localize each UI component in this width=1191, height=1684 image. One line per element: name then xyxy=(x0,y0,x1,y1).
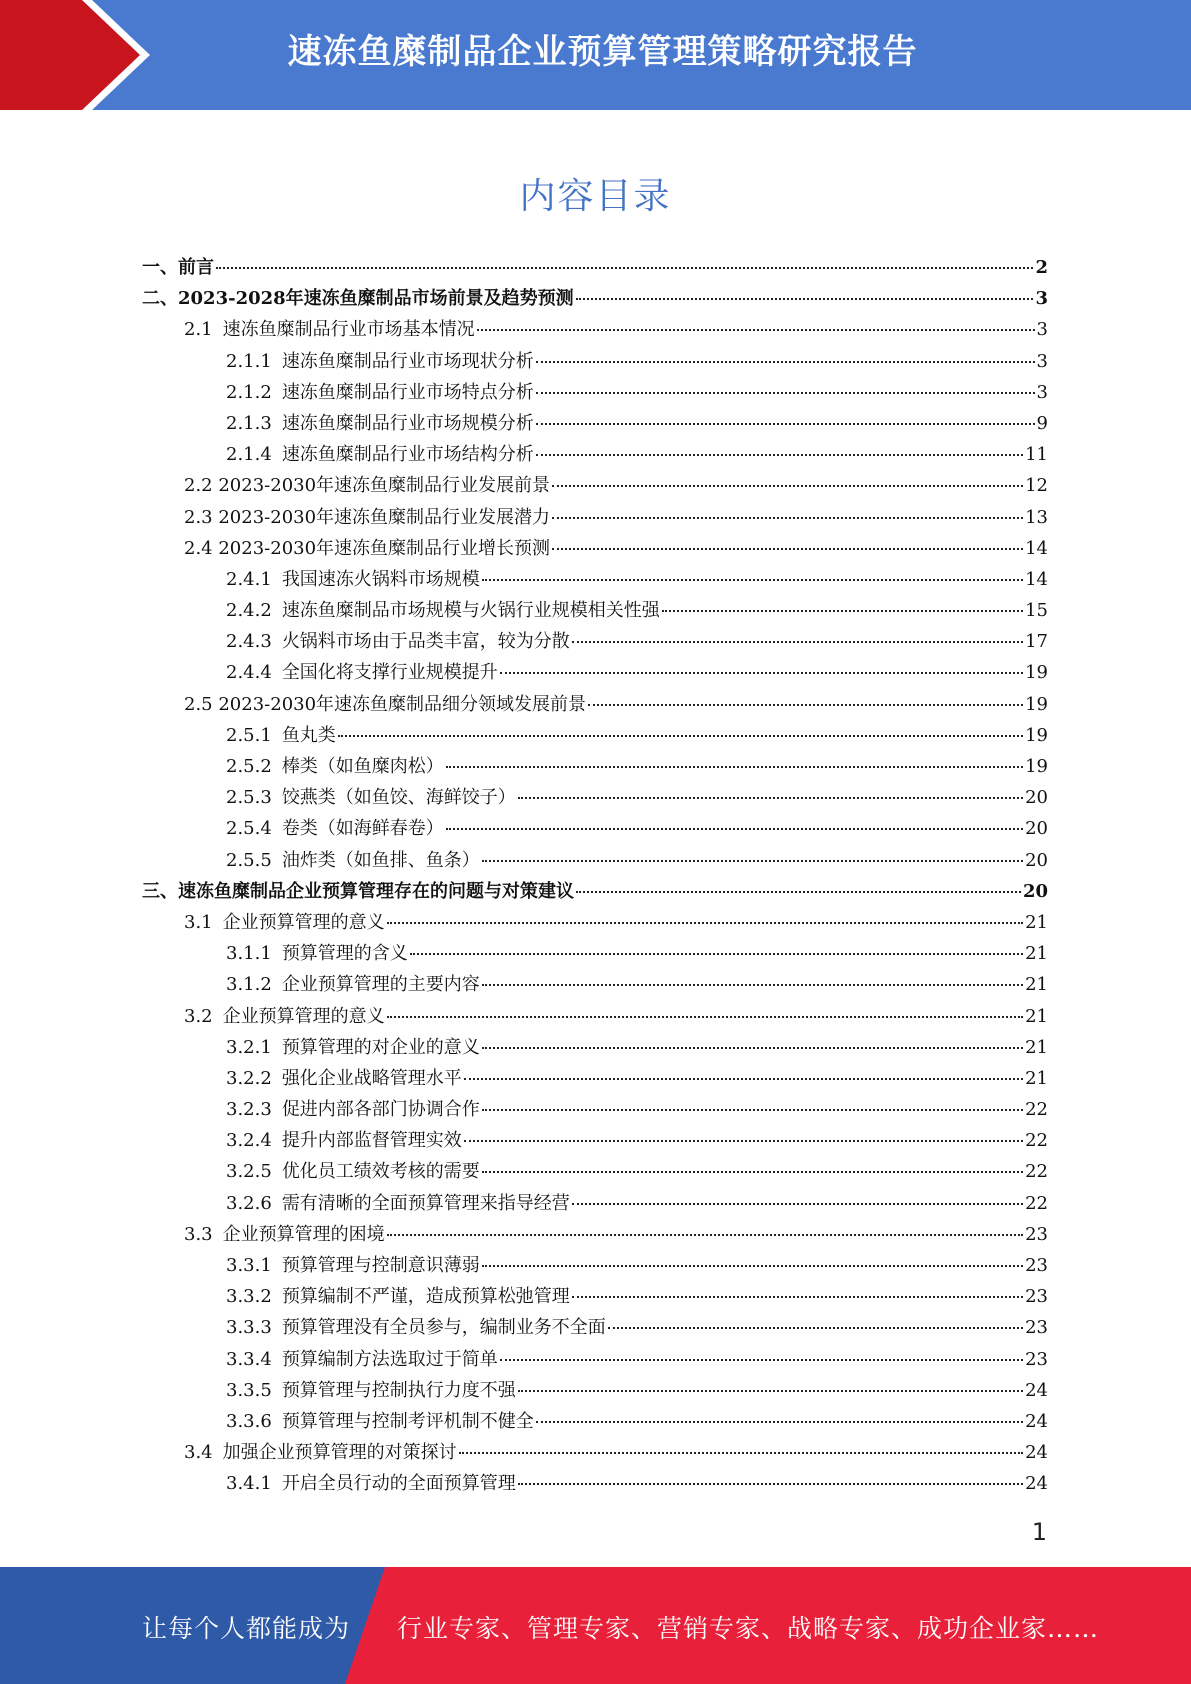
toc-entry-text: 火锅料市场由于品类丰富，较为分散 xyxy=(281,631,570,653)
toc-entry-number: 3.1.2 xyxy=(226,974,272,996)
toc-entry[interactable] xyxy=(142,1063,1048,1094)
toc-dot-leader xyxy=(482,1264,1023,1267)
toc-entry-number: 2.5.5 xyxy=(226,849,272,871)
toc-entry-title xyxy=(226,595,660,626)
toc-entry-text: 企业预算管理的主要内容 xyxy=(281,974,480,996)
toc-entry-title xyxy=(226,1032,480,1063)
toc-entry-number: 2.5.2 xyxy=(226,756,272,777)
toc-entry-page: 21 xyxy=(1025,1005,1048,1027)
toc-entry[interactable] xyxy=(142,252,1048,283)
toc-entry-text: 速冻鱼糜制品市场规模与火锅行业规模相关性强 xyxy=(281,600,660,622)
toc-entry-number: 2.1.3 xyxy=(226,412,272,434)
toc-entry-text: 全国化将支撑行业规模提升 xyxy=(281,662,498,684)
toc-entry-title xyxy=(226,1406,534,1437)
toc-dot-leader xyxy=(662,609,1023,612)
toc-entry-title xyxy=(226,845,480,876)
toc-entry-number: 3.3.1 xyxy=(226,1255,272,1276)
toc-entry-text: 预算编制方法选取过于简单 xyxy=(281,1348,498,1370)
toc-entry-text: 三、速冻鱼糜制品企业预算管理存在的问题与对策建议 xyxy=(142,880,574,902)
toc-entry-number: 3.2.1 xyxy=(226,1036,272,1058)
toc-entry-text: 油炸类（如鱼排、鱼条） xyxy=(281,849,480,871)
toc-dot-leader xyxy=(482,1108,1023,1111)
toc-entry-title xyxy=(184,314,475,345)
toc-entry[interactable] xyxy=(142,377,1048,408)
toc-dot-leader xyxy=(536,391,1035,394)
toc-entry-title xyxy=(226,1344,498,1375)
toc-dot-leader xyxy=(552,516,1023,519)
toc-entry-title xyxy=(184,470,550,501)
toc-entry-number: 2.1.4 xyxy=(226,444,272,466)
toc-entry[interactable] xyxy=(142,564,1048,595)
toc-heading: 内容目录 xyxy=(519,176,672,217)
toc-entry-title xyxy=(226,408,534,439)
toc-entry-title xyxy=(226,751,444,782)
toc-entry-title xyxy=(184,1219,385,1250)
toc-entry-page: 20 xyxy=(1025,818,1048,840)
toc-dot-leader xyxy=(572,1202,1023,1205)
toc-entry-number: 2.1.1 xyxy=(226,350,272,372)
toc-entry-page: 19 xyxy=(1025,756,1048,777)
toc-entry-text: 预算管理与控制执行力度不强 xyxy=(281,1379,516,1401)
toc-entry[interactable] xyxy=(142,533,1048,564)
toc-entry[interactable] xyxy=(142,845,1048,876)
toc-entry-page: 20 xyxy=(1025,849,1048,871)
toc-entry-page: 15 xyxy=(1025,600,1048,622)
toc-entry-text: 预算管理与控制考评机制不健全 xyxy=(281,1410,534,1432)
toc-dot-leader xyxy=(500,671,1023,674)
toc-entry-page: 22 xyxy=(1025,1192,1048,1214)
toc-entry-page: 22 xyxy=(1025,1130,1048,1152)
toc-entry-title xyxy=(226,1375,516,1406)
toc-dot-leader xyxy=(387,921,1023,924)
toc-entry-page: 19 xyxy=(1025,724,1048,746)
toc-entry[interactable] xyxy=(142,1188,1048,1219)
toc-entry-text: 速冻鱼糜制品行业市场结构分析 xyxy=(281,444,534,466)
toc-entry-number: 3.2.6 xyxy=(226,1192,272,1214)
toc-entry[interactable] xyxy=(142,689,1048,720)
toc-entry[interactable] xyxy=(142,1001,1048,1032)
toc-entry[interactable] xyxy=(142,314,1048,345)
toc-entry-number: 3.2.2 xyxy=(226,1067,272,1089)
toc-entry-title xyxy=(226,564,480,595)
toc-dot-leader xyxy=(500,1358,1023,1361)
toc-entry-title xyxy=(226,439,534,470)
toc-entry-page: 20 xyxy=(1025,787,1048,809)
toc-dot-leader xyxy=(446,765,1023,768)
toc-entry-text: 饺燕类（如鱼饺、海鲜饺子） xyxy=(281,787,516,809)
toc-entry-page: 3 xyxy=(1036,350,1048,372)
toc-dot-leader xyxy=(518,1482,1023,1485)
toc-entry-page: 24 xyxy=(1025,1473,1048,1495)
toc-entry-title xyxy=(184,1001,385,1032)
toc-entry-title xyxy=(226,1125,462,1156)
toc-entry-title xyxy=(226,1468,516,1499)
toc-entry-number: 2.1 xyxy=(184,319,213,341)
toc-entry[interactable] xyxy=(142,470,1048,501)
toc-entry-number: 3.1 xyxy=(184,911,213,933)
toc-entry-title xyxy=(142,283,574,314)
toc-entry[interactable] xyxy=(142,657,1048,688)
toc-entry[interactable] xyxy=(142,969,1048,1000)
toc-entry-title xyxy=(226,1063,462,1094)
toc-entry[interactable] xyxy=(142,1032,1048,1063)
toc-entry-text: 速冻鱼糜制品行业市场现状分析 xyxy=(281,350,534,372)
toc-entry-page: 17 xyxy=(1025,631,1048,653)
toc-dot-leader xyxy=(608,1326,1023,1329)
toc-entry-number: 2.4.4 xyxy=(226,662,272,684)
toc-dot-leader xyxy=(576,297,1034,300)
toc-entry-page: 21 xyxy=(1025,911,1048,933)
toc-entry-page: 22 xyxy=(1025,1099,1048,1121)
toc-entry[interactable] xyxy=(142,1219,1048,1250)
toc-entry[interactable] xyxy=(142,813,1048,844)
toc-entry-number: 2.5.1 xyxy=(226,724,272,746)
toc-dot-leader xyxy=(459,1451,1023,1454)
toc-dot-leader xyxy=(588,703,1023,706)
toc-entry-number: 2.5.3 xyxy=(226,787,272,809)
toc-entry-text: 卷类（如海鲜春卷） xyxy=(281,818,444,840)
toc-entry-page: 19 xyxy=(1025,693,1048,715)
toc-entry[interactable] xyxy=(142,408,1048,439)
toc-dot-leader xyxy=(536,422,1035,425)
toc-dot-leader xyxy=(482,859,1023,862)
toc-entry-page: 3 xyxy=(1035,288,1048,310)
toc-entry-title xyxy=(226,657,498,688)
toc-entry-title xyxy=(184,533,550,564)
toc-entry[interactable] xyxy=(142,876,1048,907)
toc-entry-text: 加强企业预算管理的对策探讨 xyxy=(222,1442,457,1464)
toc-entry-page: 23 xyxy=(1025,1348,1048,1370)
toc-entry[interactable] xyxy=(142,1250,1048,1281)
toc-entry-page: 12 xyxy=(1025,475,1048,497)
toc-entry-text: 2.2 2023-2030年速冻鱼糜制品行业发展前景 xyxy=(184,475,551,497)
toc-dot-leader xyxy=(482,983,1023,986)
toc-entry-text: 鱼丸类 xyxy=(281,724,336,746)
toc-entry-page: 23 xyxy=(1025,1317,1048,1339)
toc-entry-title xyxy=(226,782,516,813)
toc-entry-page: 24 xyxy=(1025,1410,1048,1432)
toc-entry-title xyxy=(184,502,550,533)
toc-entry-page: 21 xyxy=(1025,974,1048,996)
page-number: 1 xyxy=(1031,1518,1047,1546)
toc-entry[interactable] xyxy=(142,938,1048,969)
toc-entry-text: 2.4 2023-2030年速冻鱼糜制品行业增长预测 xyxy=(184,537,551,559)
toc-entry-title xyxy=(226,1312,606,1343)
toc-entry-text: 开启全员行动的全面预算管理 xyxy=(281,1473,516,1495)
toc-entry-title xyxy=(226,720,336,751)
toc-dot-leader xyxy=(410,952,1023,955)
toc-dot-leader xyxy=(482,578,1023,581)
toc-entry[interactable] xyxy=(142,720,1048,751)
toc-entry[interactable] xyxy=(142,1281,1048,1312)
toc-dot-leader xyxy=(387,1233,1023,1236)
toc-entry-number: 3.3.2 xyxy=(226,1286,272,1308)
toc-entry[interactable] xyxy=(142,907,1048,938)
toc-entry-number: 2.4.2 xyxy=(226,600,272,622)
toc-dot-leader xyxy=(216,266,1033,269)
toc-entry-text: 预算编制不严谨，造成预算松弛管理 xyxy=(281,1286,570,1308)
toc-entry-page: 24 xyxy=(1025,1379,1048,1401)
toc-entry[interactable] xyxy=(142,782,1048,813)
toc-entry-page: 13 xyxy=(1025,506,1048,528)
toc-dot-leader xyxy=(518,1389,1023,1392)
toc-entry-title xyxy=(226,1156,480,1187)
footer-slogan-right: 行业专家、管理专家、营销专家、战略专家、成功企业家…… xyxy=(397,1614,1100,1643)
toc-entry-text: 速冻鱼糜制品行业市场规模分析 xyxy=(281,412,534,434)
toc-entry-number: 3.2.3 xyxy=(226,1099,272,1121)
toc-entry-text: 强化企业战略管理水平 xyxy=(281,1067,462,1089)
toc-entry-page: 23 xyxy=(1025,1255,1048,1276)
toc-entry[interactable] xyxy=(142,1125,1048,1156)
toc-dot-leader xyxy=(552,484,1023,487)
toc-entry[interactable] xyxy=(142,346,1048,377)
toc-entry-text: 棒类（如鱼糜肉松） xyxy=(281,756,444,777)
toc-entry[interactable] xyxy=(142,1437,1048,1468)
toc-entry-text: 速冻鱼糜制品行业市场基本情况 xyxy=(222,319,475,341)
toc-entry-text: 企业预算管理的意义 xyxy=(222,1005,385,1027)
toc-entry-text: 预算管理的对企业的意义 xyxy=(281,1036,480,1058)
toc-entry-title xyxy=(226,377,534,408)
footer-slogan-left: 让每个人都能成为 xyxy=(142,1614,351,1643)
toc-entry[interactable] xyxy=(142,1375,1048,1406)
toc-entry-number: 3.3.6 xyxy=(226,1410,272,1432)
toc-entry-text: 提升内部监督管理实效 xyxy=(281,1130,462,1152)
toc-dot-leader xyxy=(387,1015,1023,1018)
toc-entry-title xyxy=(226,1188,570,1219)
toc-entry[interactable] xyxy=(142,751,1048,782)
toc-entry-text: 二、2023-2028年速冻鱼糜制品市场前景及趋势预测 xyxy=(142,288,574,310)
toc-dot-leader xyxy=(552,547,1023,550)
toc-entry-number: 3.2.5 xyxy=(226,1161,272,1183)
toc-dot-leader xyxy=(572,640,1023,643)
toc-dot-leader xyxy=(477,328,1035,331)
toc-entry-text: 预算管理的含义 xyxy=(281,943,408,965)
toc-entry-number: 2.1.2 xyxy=(226,381,272,403)
toc-dot-leader xyxy=(464,1077,1023,1080)
toc-entry[interactable] xyxy=(142,502,1048,533)
toc-entry-text: 2.5 2023-2030年速冻鱼糜制品细分领域发展前景 xyxy=(184,693,587,715)
toc-entry-number: 3.1.1 xyxy=(226,943,272,965)
toc-entry-number: 2.5.4 xyxy=(226,818,272,840)
toc-entry-text: 预算管理与控制意识薄弱 xyxy=(281,1255,480,1276)
toc-dot-leader xyxy=(464,1139,1023,1142)
toc-entry-text: 需有清晰的全面预算管理来指导经营 xyxy=(281,1192,570,1214)
toc-entry[interactable] xyxy=(142,1344,1048,1375)
toc-entry-number: 2.4.1 xyxy=(226,568,272,590)
toc-entry-page: 21 xyxy=(1025,1036,1048,1058)
toc-dot-leader xyxy=(536,453,1023,456)
toc-entry-text: 我国速冻火锅料市场规模 xyxy=(281,568,480,590)
toc-dot-leader xyxy=(482,1170,1023,1173)
toc-entry-title xyxy=(226,1250,480,1281)
toc-entry-title xyxy=(226,938,408,969)
toc-entry-text: 优化员工绩效考核的需要 xyxy=(281,1161,480,1183)
toc-entry-page: 9 xyxy=(1036,412,1048,434)
toc-entry[interactable] xyxy=(142,1094,1048,1125)
toc-entry-page: 11 xyxy=(1025,444,1048,466)
toc-entry-number: 3.3 xyxy=(184,1223,213,1245)
toc-entry-title xyxy=(226,969,480,1000)
toc-entry-number: 3.3.3 xyxy=(226,1317,272,1339)
toc-entry-page: 3 xyxy=(1036,319,1048,341)
toc-entry-text: 预算管理没有全员参与，编制业务不全面 xyxy=(281,1317,606,1339)
toc-entry-title xyxy=(184,907,385,938)
toc-entry-text: 企业预算管理的困境 xyxy=(222,1223,385,1245)
toc-entry[interactable] xyxy=(142,1406,1048,1437)
toc-entry-page: 22 xyxy=(1025,1161,1048,1183)
toc-entry-page: 2 xyxy=(1035,257,1048,278)
header-band xyxy=(0,0,1191,110)
toc-entry-number: 2.4.3 xyxy=(226,631,272,653)
toc-entry-text: 速冻鱼糜制品行业市场特点分析 xyxy=(281,381,534,403)
toc-entry-number: 3.3.4 xyxy=(226,1348,272,1370)
toc-entry-page: 21 xyxy=(1025,943,1048,965)
toc-entry-title xyxy=(226,346,534,377)
table-of-contents xyxy=(142,252,1048,1500)
report-title: 速冻鱼糜制品企业预算管理策略研究报告 xyxy=(287,32,918,72)
toc-entry-page: 20 xyxy=(1022,880,1048,902)
toc-entry[interactable] xyxy=(142,439,1048,470)
toc-entry[interactable] xyxy=(142,1312,1048,1343)
toc-entry-page: 14 xyxy=(1025,568,1048,590)
toc-entry-page: 19 xyxy=(1025,662,1048,684)
toc-entry[interactable] xyxy=(142,1156,1048,1187)
toc-entry-page: 3 xyxy=(1036,381,1048,403)
toc-dot-leader xyxy=(482,1046,1023,1049)
toc-entry-number: 3.3.5 xyxy=(226,1379,272,1401)
toc-entry-title xyxy=(226,626,570,657)
toc-entry-text: 一、前言 xyxy=(142,257,214,278)
toc-entry-title xyxy=(226,1094,480,1125)
toc-entry-title xyxy=(142,876,574,907)
toc-entry-text: 促进内部各部门协调合作 xyxy=(281,1099,480,1121)
toc-entry-number: 3.4.1 xyxy=(226,1473,272,1495)
toc-entry-page: 23 xyxy=(1025,1223,1048,1245)
toc-entry-page: 24 xyxy=(1025,1442,1048,1464)
toc-entry-title xyxy=(184,689,586,720)
toc-entry-number: 3.2.4 xyxy=(226,1130,272,1152)
toc-dot-leader xyxy=(446,827,1023,830)
toc-entry[interactable] xyxy=(142,595,1048,626)
toc-entry-page: 23 xyxy=(1025,1286,1048,1308)
toc-dot-leader xyxy=(518,796,1023,799)
toc-dot-leader xyxy=(576,890,1021,893)
toc-entry[interactable] xyxy=(142,626,1048,657)
toc-dot-leader xyxy=(536,1420,1023,1423)
toc-dot-leader xyxy=(572,1295,1023,1298)
toc-entry[interactable] xyxy=(142,1468,1048,1499)
toc-entry-number: 3.2 xyxy=(184,1005,213,1027)
toc-entry-title xyxy=(142,252,214,283)
toc-entry-page: 14 xyxy=(1025,537,1048,559)
toc-entry[interactable] xyxy=(142,283,1048,314)
toc-entry-text: 2.3 2023-2030年速冻鱼糜制品行业发展潜力 xyxy=(184,506,551,528)
toc-entry-title xyxy=(226,813,444,844)
toc-dot-leader xyxy=(338,734,1023,737)
toc-dot-leader xyxy=(536,360,1035,363)
footer-band xyxy=(0,1567,1191,1684)
toc-entry-title xyxy=(226,1281,570,1312)
toc-entry-number: 3.4 xyxy=(184,1442,213,1464)
toc-entry-page: 21 xyxy=(1025,1067,1048,1089)
toc-entry-title xyxy=(184,1437,457,1468)
toc-entry-text: 企业预算管理的意义 xyxy=(222,911,385,933)
